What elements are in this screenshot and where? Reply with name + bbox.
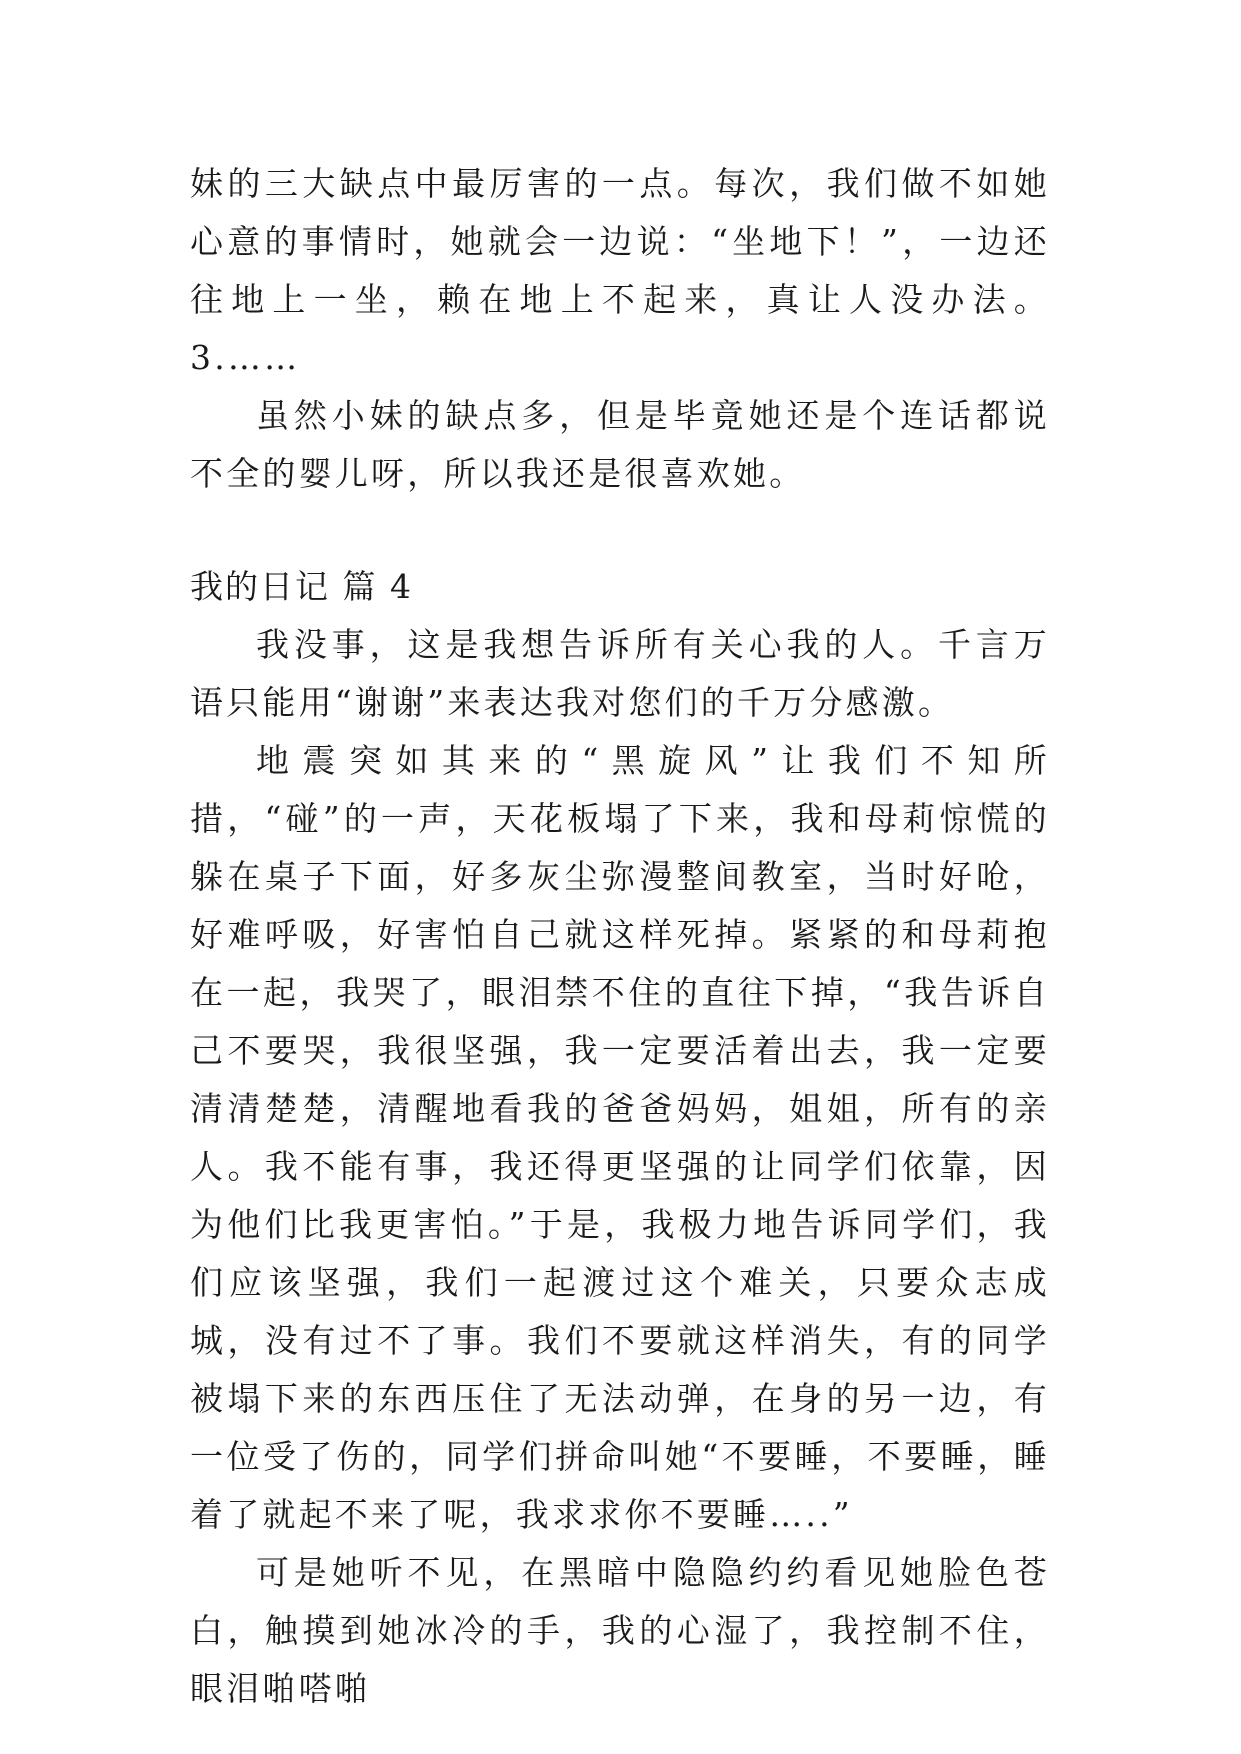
paragraph: 虽然小妹的缺点多，但是毕竟她还是个连话都说不全的婴儿呀，所以我还是很喜欢她。 xyxy=(190,396,1050,493)
spacer xyxy=(190,503,1050,558)
section-heading: 我的日记 篇 4 xyxy=(190,567,413,606)
paragraph: 可是她听不见，在黑暗中隐隐约约看见她脸色苍白，触摸到她冰冷的手，我的心湿了，我控制不住，眼泪啪嗒啪 xyxy=(190,1553,1050,1708)
paragraph: 我没事，这是我想告诉所有关心我的人。千言万语只能用“谢谢”来表达我对您们的千万分感激。 xyxy=(190,625,1050,722)
document-page xyxy=(190,155,1050,1718)
paragraph: 地震突如其来的“黑旋风”让我们不知所措，“碰”的一声，天花板塌了下来，我和母莉惊慌的躲在桌子下面，好多灰尘弥漫整间教室，当时好呛，好难呼吸，好害怕自己就这样死掉。紧紧的和母莉抱在一起，我哭了，眼泪禁不住的直往下掉，“我告诉自己不要哭，我很坚强，我一定要活着出去，我一定要清清楚楚，清醒地看我的爸爸妈妈，姐姐，所有的亲人。我不能有事，我还得更坚强的让同学们依靠，因为他们比我更害怕。”于是，我极力地告诉同学们，我们应该坚强，我们一起渡过这个难关，只要众志成城，没有过不了事。我们不要就这样消失，有的同学被塌下来的东西压住了无法动弹，在身的另一边，有一位受了伤的，同学们拼命叫她“不要睡，不要睡，睡着了就起不来了呢，我求求你不要睡…..” xyxy=(190,741,1050,1534)
paragraph: 妹的三大缺点中最厉害的一点。每次，我们做不如她心意的事情时，她就会一边说：“坐地下！”，一边还往地上一坐，赖在地上不起来，真让人没办法。 3.…… xyxy=(190,164,1050,377)
